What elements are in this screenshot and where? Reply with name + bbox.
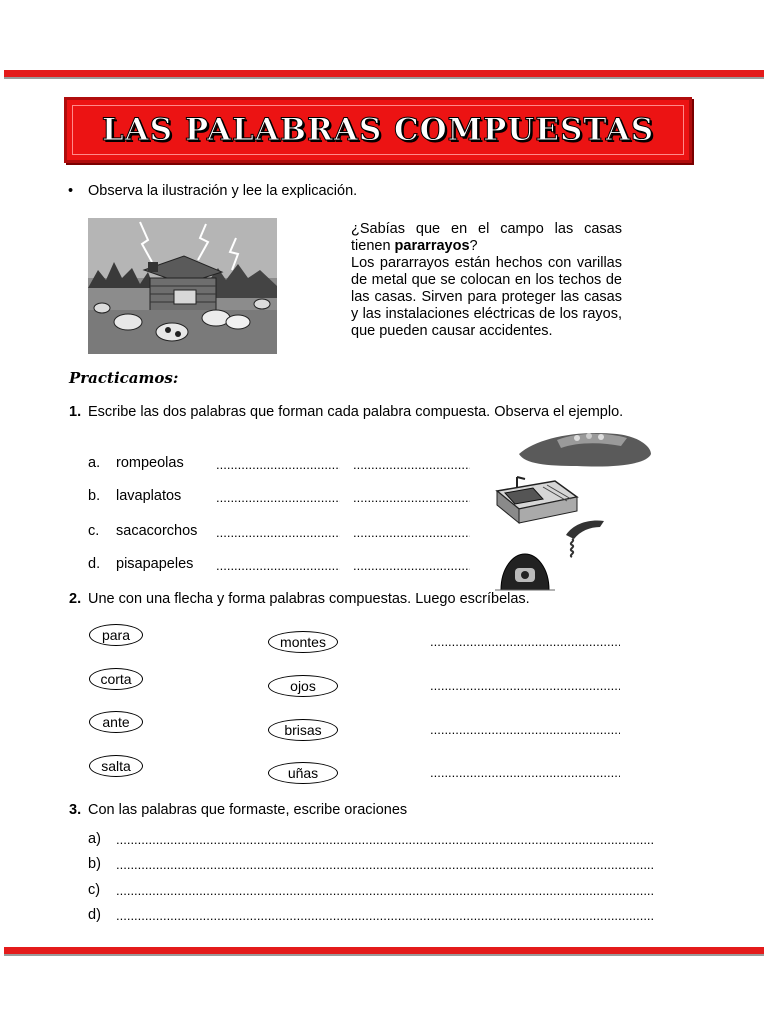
bullet-icon: • [68, 183, 74, 199]
item-letter: a. [88, 455, 101, 471]
compound-answer-blank[interactable] [430, 765, 620, 780]
exercise1-instruction: Escribe las dos palabras que forman cada palabra compuesta. Observa el ejemplo. [88, 404, 624, 420]
exercise3-instruction: Con las palabras que formaste, escribe oraciones [88, 802, 408, 818]
practice-heading: Practicamos: [69, 369, 179, 387]
sentence-blank[interactable] [116, 908, 653, 923]
item-letter: d. [88, 556, 101, 572]
left-word-oval[interactable]: salta [89, 755, 143, 777]
exercise2-number: 2. [69, 591, 82, 607]
sentence-blank[interactable] [116, 883, 653, 898]
exercise1-number: 1. [69, 404, 82, 420]
pisapapeles-picture [495, 550, 555, 594]
top-red-rule [4, 70, 764, 77]
left-word-oval[interactable]: corta [89, 668, 143, 690]
answer-blank[interactable] [353, 490, 470, 505]
left-word-oval[interactable]: para [89, 624, 143, 646]
right-word-oval[interactable]: brisas [268, 719, 338, 741]
item-letter: b. [88, 488, 101, 504]
compound-answer-blank[interactable] [430, 678, 620, 693]
sentence-letter: b) [88, 856, 101, 872]
keyword-pararrayos: pararrayos [394, 238, 470, 254]
compound-answer-blank[interactable] [430, 722, 620, 737]
answer-blank[interactable] [216, 558, 340, 573]
item-word: lavaplatos [116, 488, 182, 504]
answer-blank[interactable] [353, 558, 470, 573]
bottom-red-rule [4, 947, 764, 954]
page-title: LAS PALABRAS COMPUESTAS [101, 112, 655, 148]
left-word-oval[interactable]: ante [89, 711, 143, 733]
answer-blank[interactable] [216, 490, 340, 505]
answer-blank[interactable] [353, 525, 470, 540]
sentence-letter: d) [88, 907, 101, 923]
right-word-oval[interactable]: uñas [268, 762, 338, 784]
item-letter: c. [88, 523, 100, 539]
answer-blank[interactable] [216, 525, 340, 540]
explanation-paragraph: ¿Sabías que en el campo las casas tienen pararrayos? Los pararrayos están hechos con varillas de metal que se colocan en los techos de las casas. Sirven para proteger las casas y las instalaciones eléctricas de los rayos, que pueden causar accidentes. [351, 221, 622, 339]
item-word: sacacorchos [116, 523, 198, 539]
sentence-blank[interactable] [116, 857, 653, 872]
right-word-oval[interactable]: ojos [268, 675, 338, 697]
farm-illustration [88, 218, 277, 354]
sentence-blank[interactable] [116, 832, 653, 847]
sentence-letter: c) [88, 882, 101, 898]
title-banner [64, 97, 692, 163]
item-word: rompeolas [116, 455, 184, 471]
item-word: pisapapeles [116, 556, 194, 572]
intro-instruction: Observa la ilustración y lee la explicación. [88, 183, 358, 199]
compound-answer-blank[interactable] [430, 634, 620, 649]
right-word-oval[interactable]: montes [268, 631, 338, 653]
sacacorchos-picture [560, 517, 606, 559]
exercise2-instruction: Une con una flecha y forma palabras compuestas. Luego escríbelas. [88, 591, 530, 607]
exercise3-number: 3. [69, 802, 82, 818]
sentence-letter: a) [88, 831, 101, 847]
answer-blank[interactable] [216, 457, 340, 472]
answer-blank[interactable] [353, 457, 470, 472]
rompeolas-picture [517, 426, 653, 470]
